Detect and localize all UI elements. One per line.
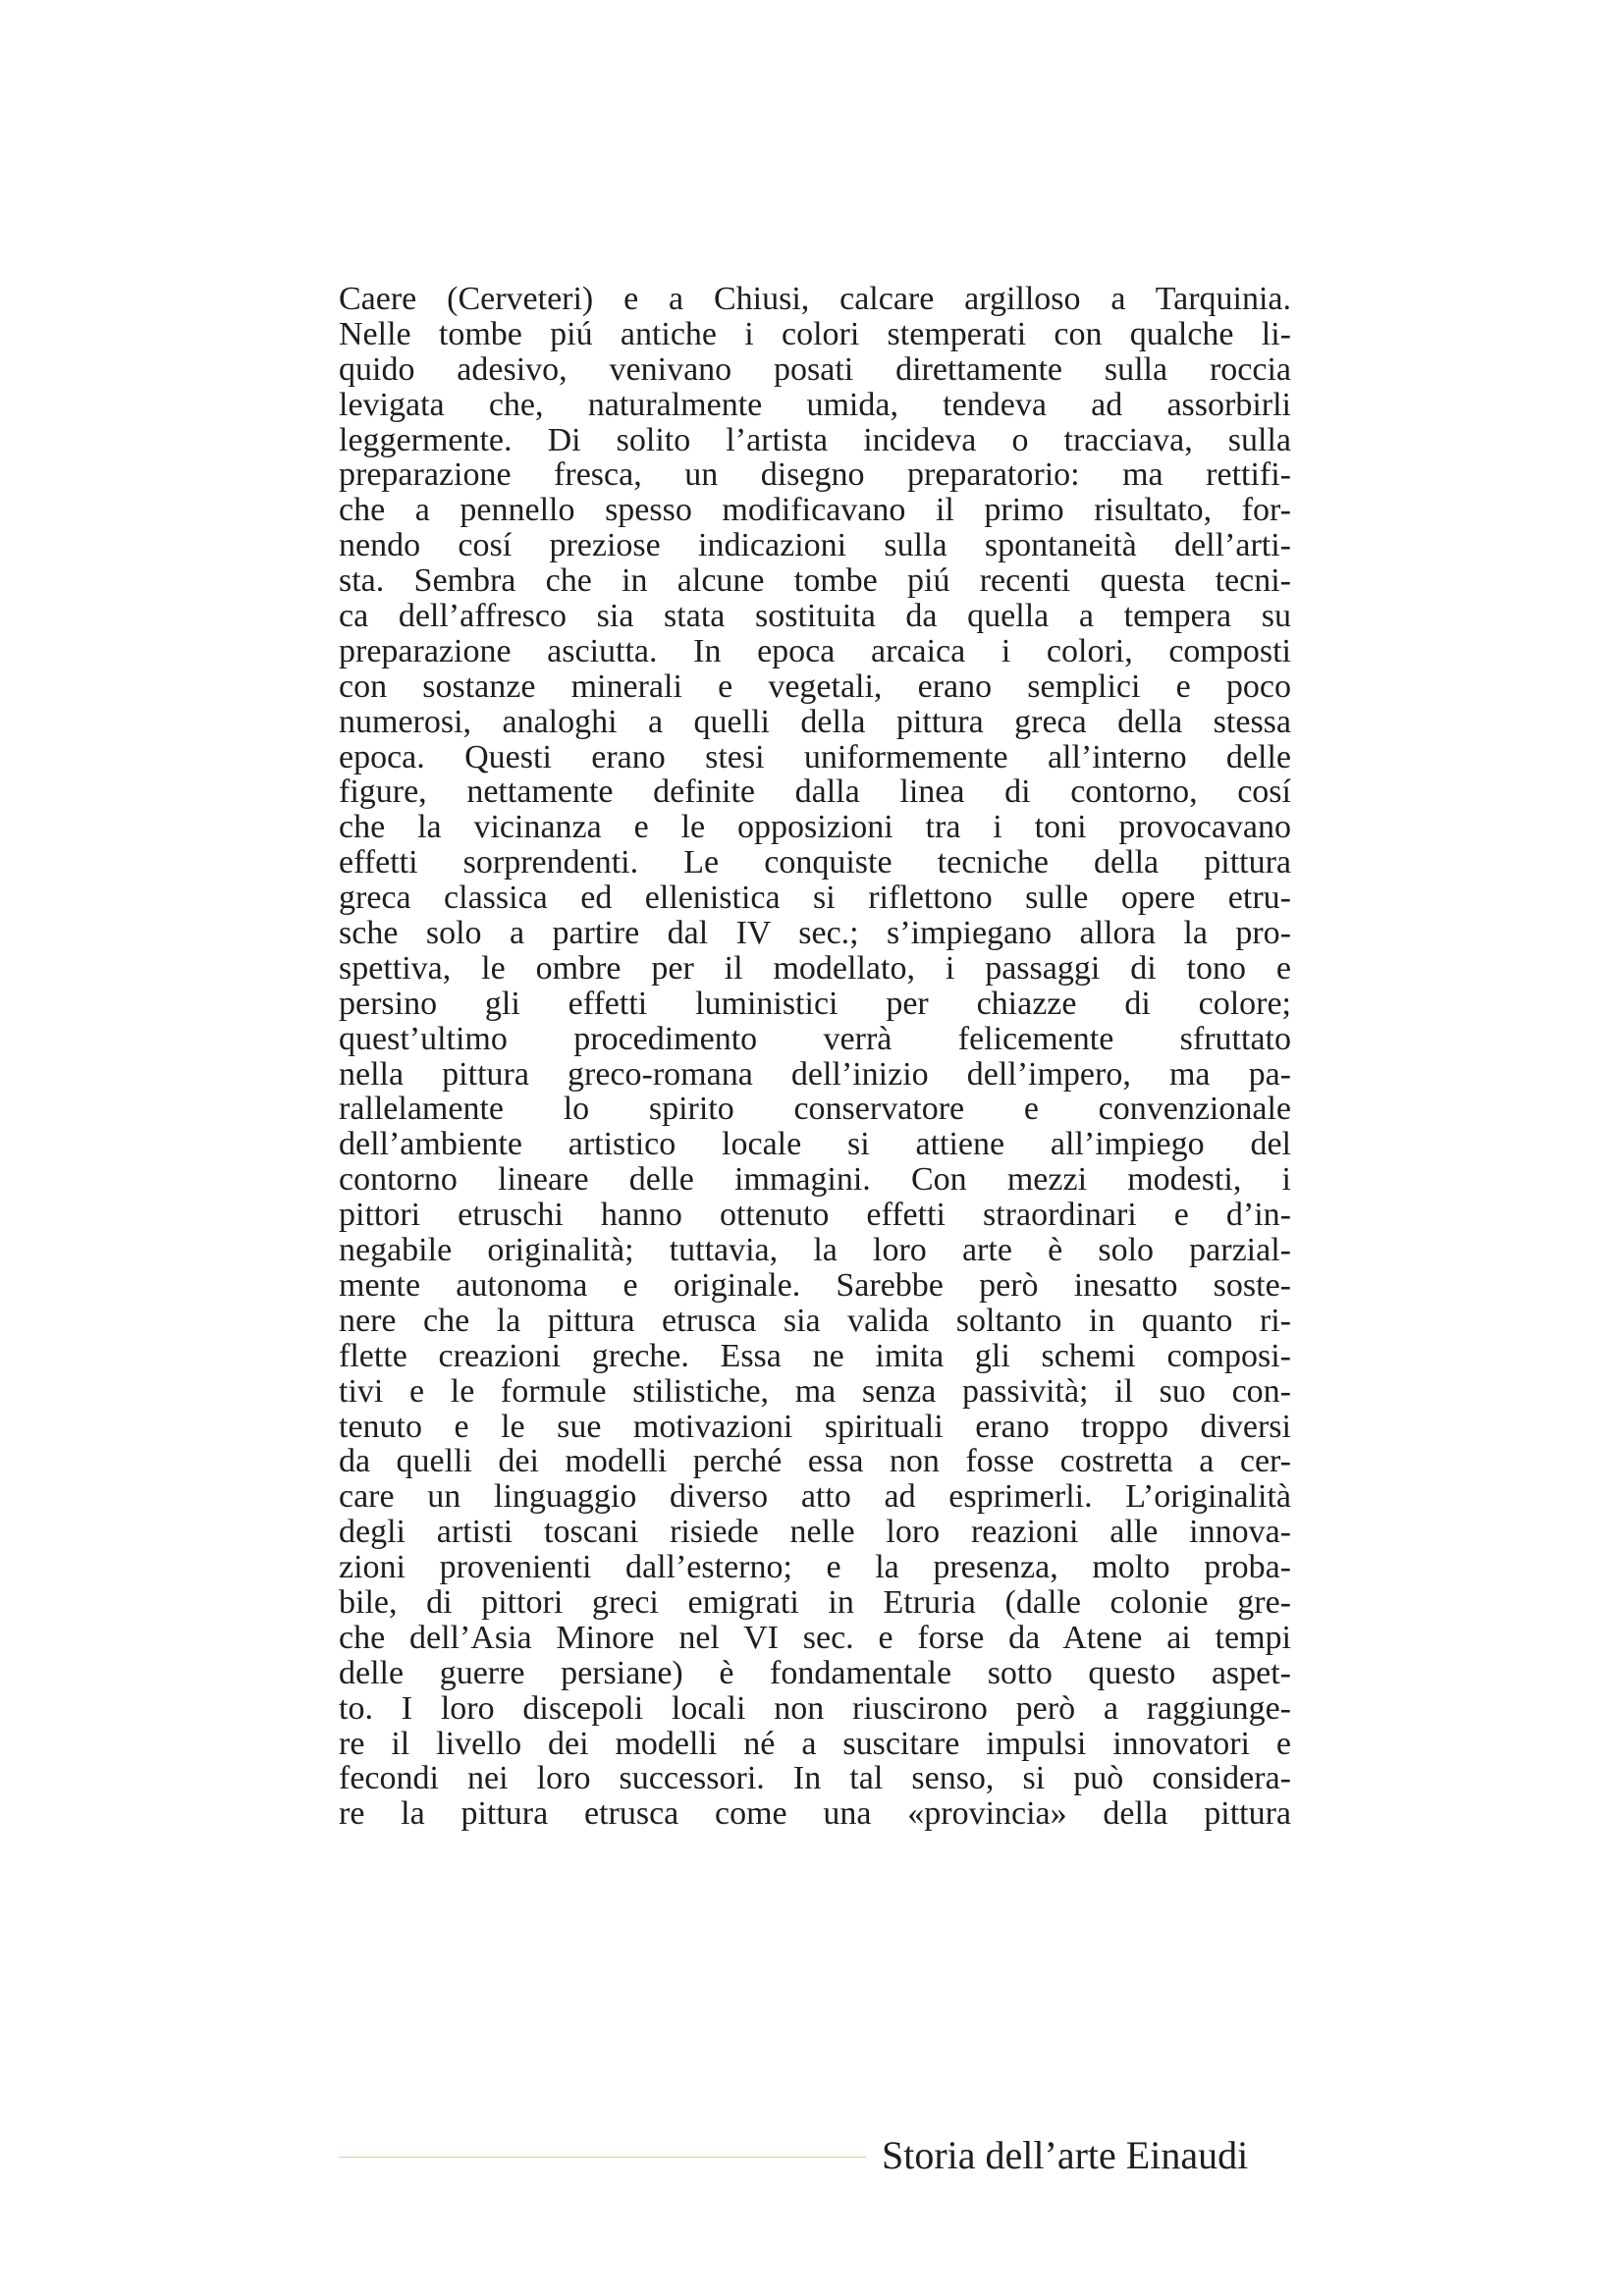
text-line: flette creazioni greche. Essa ne imita gli schemi composi- bbox=[339, 1337, 1291, 1374]
text-line: fecondi nei loro successori. In tal senso, si può considera- bbox=[339, 1760, 1291, 1797]
text-line: da quelli dei modelli perché essa non fosse costretta a cer- bbox=[339, 1443, 1291, 1480]
text-line: levigata che, naturalmente umida, tendeva ad assorbirli bbox=[339, 386, 1291, 423]
text-line: negabile originalità; tuttavia, la loro arte è solo parzial- bbox=[339, 1232, 1291, 1269]
text-line: nendo cosí preziose indicazioni sulla spontaneità dell’arti- bbox=[339, 527, 1291, 564]
text-line: degli artisti toscani risiede nelle loro reazioni alle innova- bbox=[339, 1514, 1291, 1551]
text-line: tivi e le formule stilistiche, ma senza passività; il suo con- bbox=[339, 1372, 1291, 1410]
text-line: Caere (Cerveteri) e a Chiusi, calcare argilloso a Tarquinia. bbox=[339, 281, 1291, 317]
text-line: numerosi, analoghi a quelli della pittura greca della stessa bbox=[339, 703, 1291, 740]
text-line: epoca. Questi erano stesi uniformemente all’interno delle bbox=[339, 738, 1291, 775]
text-line: leggermente. Di solito l’artista incideva o tracciava, sulla bbox=[339, 421, 1291, 458]
text-line: spettiva, le ombre per il modellato, i passaggi di tono e bbox=[339, 949, 1291, 987]
text-line: che dell’Asia Minore nel VI sec. e forse da Atene ai tempi bbox=[339, 1619, 1291, 1656]
text-line: re il livello dei modelli né a suscitare impulsi innovatori e bbox=[339, 1725, 1291, 1762]
text-line: bile, di pittori greci emigrati in Etruria (dalle colonie gre- bbox=[339, 1583, 1291, 1621]
text-line: che la vicinanza e le opposizioni tra i toni provocavano bbox=[339, 809, 1291, 846]
footer-rule bbox=[339, 2157, 866, 2158]
text-line: Nelle tombe piú antiche i colori stemperati con qualche li- bbox=[339, 315, 1291, 352]
text-line: sche solo a partire dal IV sec.; s’impiegano allora la pro- bbox=[339, 915, 1291, 952]
text-line: nere che la pittura etrusca sia valida soltanto in quanto ri- bbox=[339, 1302, 1291, 1339]
text-line: preparazione asciutta. In epoca arcaica i colori, composti bbox=[339, 632, 1291, 669]
text-line: effetti sorprendenti. Le conquiste tecniche della pittura bbox=[339, 844, 1291, 881]
text-line: quido adesivo, venivano posati direttamente sulla roccia bbox=[339, 350, 1291, 388]
text-line: zioni provenienti dall’esterno; e la presenza, molto proba- bbox=[339, 1549, 1291, 1586]
text-line: persino gli effetti luministici per chiazze di colore; bbox=[339, 985, 1291, 1022]
text-line: contorno lineare delle immagini. Con mezzi modesti, i bbox=[339, 1161, 1291, 1199]
text-line: figure, nettamente definite dalla linea di contorno, cosí bbox=[339, 774, 1291, 811]
text-line: greca classica ed ellenistica si riflettono sulle opere etru- bbox=[339, 880, 1291, 917]
text-line: delle guerre persiane) è fondamentale sotto questo aspet- bbox=[339, 1654, 1291, 1691]
text-line: rallelamente lo spirito conservatore e convenzionale bbox=[339, 1091, 1291, 1128]
text-line: sta. Sembra che in alcune tombe piú recenti questa tecni- bbox=[339, 562, 1291, 600]
text-line: quest’ultimo procedimento verrà felicemente sfruttato bbox=[339, 1020, 1291, 1057]
text-line: preparazione fresca, un disegno preparatorio: ma rettifi- bbox=[339, 456, 1291, 494]
text-line: mente autonoma e originale. Sarebbe però inesatto soste- bbox=[339, 1266, 1291, 1304]
text-line: nella pittura greco-romana dell’inizio dell’impero, ma pa- bbox=[339, 1055, 1291, 1093]
text-line: tenuto e le sue motivazioni spirituali erano troppo diversi bbox=[339, 1408, 1291, 1445]
body-text bbox=[339, 282, 1291, 1832]
text-line: con sostanze minerali e vegetali, erano semplici e poco bbox=[339, 667, 1291, 705]
text-line: pittori etruschi hanno ottenuto effetti straordinari e d’in- bbox=[339, 1197, 1291, 1234]
text-line: to. I loro discepoli locali non riuscirono però a raggiunge- bbox=[339, 1689, 1291, 1727]
footer-title: Storia dell’arte Einaudi bbox=[882, 2133, 1249, 2177]
text-line: dell’ambiente artistico locale si attiene all’impiego del bbox=[339, 1126, 1291, 1163]
text-line: care un linguaggio diverso atto ad esprimerli. L’originalità bbox=[339, 1478, 1291, 1516]
text-line: che a pennello spesso modificavano il primo risultato, for- bbox=[339, 492, 1291, 529]
text-line: re la pittura etrusca come una «provincia» della pittura bbox=[339, 1795, 1291, 1833]
text-line: ca dell’affresco sia stata sostituita da quella a tempera su bbox=[339, 598, 1291, 635]
